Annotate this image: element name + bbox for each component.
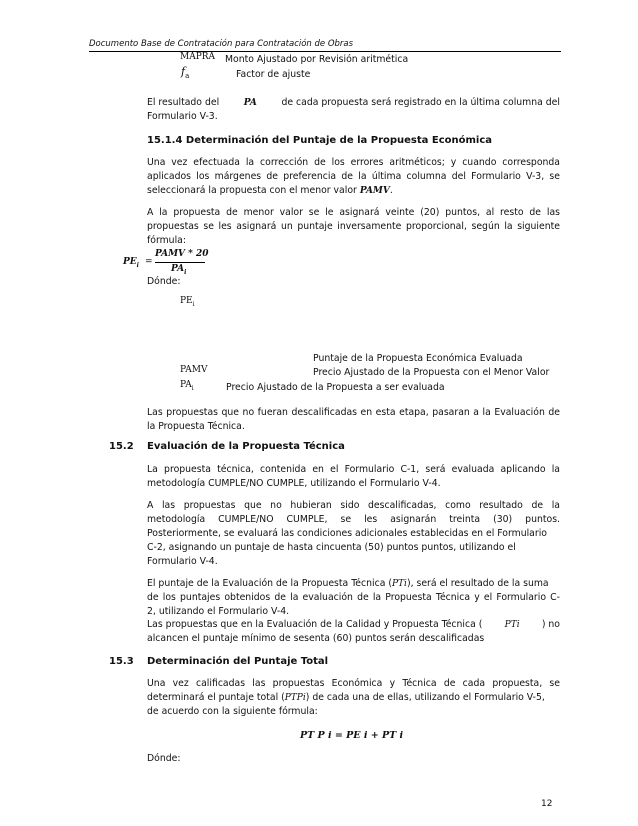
formula-eq: = — [145, 257, 153, 267]
donde-label-1: Dónde: — [147, 276, 181, 287]
para-nodesc-line3: Posteriormente, se evaluará las condiciones adicionales establecidas en el Formulario — [147, 528, 547, 539]
pa-def-symbol-text: PA — [180, 380, 192, 390]
formula-total: PT P i = PE i + PT i — [300, 730, 404, 741]
para-descalificadas-line2: la Propuesta Técnica. — [147, 421, 245, 432]
text-segment: determinará el puntaje total ( — [147, 692, 285, 703]
page-header: Documento Base de Contratación para Contratación de Obras — [89, 39, 354, 49]
fraction-line — [155, 262, 205, 263]
formula-numerator: PAMV * 20 — [155, 249, 209, 259]
pe-def-symbol — [180, 296, 195, 308]
pa-def-symbol — [180, 380, 194, 392]
pa-def-symbol-sub: i — [191, 384, 194, 392]
fa-definition: Factor de ajuste — [236, 69, 311, 80]
para-correccion-line1: Una vez efectuada la corrección de los errores aritméticos; y cuando corresponda — [147, 157, 560, 168]
para-puntos-line3: fórmula: — [147, 235, 186, 246]
pa-definition: Precio Ajustado de la Propuesta a ser evaluada — [226, 382, 445, 393]
header-divider — [89, 51, 561, 52]
text-segment: El resultado del — [147, 97, 220, 108]
pe-def-symbol-sub: i — [192, 300, 195, 308]
para-total-line2 — [147, 691, 560, 705]
mapra-definition: Monto Ajustado por Revisión aritmética — [225, 54, 409, 65]
text-segment: ) de cada una de ellas, utilizando el Formulario V-5, — [305, 692, 545, 703]
para-correccion-line2: aplicados los márgenes de preferencia de la última columna del Formulario V-3, se — [147, 171, 560, 182]
para-nodesc-line5: Formulario V-4. — [147, 556, 218, 567]
para-ptec-line1 — [147, 577, 560, 591]
para-registro-line1 — [147, 96, 560, 110]
section-153-number: 15.3 — [109, 656, 134, 667]
pe-definition: Puntaje de la Propuesta Económica Evaluada — [313, 353, 523, 364]
pamv-definition: Precio Ajustado de la Propuesta con el Menor Valor — [313, 367, 550, 378]
text-segment: de cada propuesta será registrado en la última columna del — [281, 97, 560, 108]
pa-den-sub: i — [184, 268, 187, 276]
pa-den: PA — [171, 264, 185, 274]
para-minimo-line2: alcancen el puntaje mínimo de sesenta (60) puntos serán descalificadas — [147, 633, 485, 644]
page-number: 12 — [541, 799, 553, 809]
pe-def-symbol-text: PE — [180, 296, 193, 306]
para-nodesc-line1: A las propuestas que no hubieran sido descalificadas, como resultado de la — [147, 500, 560, 511]
para-nodesc-line4: C-2, asignando un puntaje de hasta cincuenta (50) puntos puntos, utilizando el — [147, 542, 516, 553]
para-nodesc-line2: metodología CUMPLE/NO CUMPLE, se les asignarán treinta (30) puntos. — [147, 514, 560, 525]
pti-symbol: PTi — [504, 620, 520, 630]
para-ptec-line3: 2, utilizando el Formulario V-4. — [147, 606, 290, 617]
para-tecnica-line2: metodología CUMPLE/NO CUMPLE, utilizando el Formulario V-4. — [147, 478, 441, 489]
pamv-symbol: PAMV — [359, 186, 390, 196]
section-152-number: 15.2 — [109, 441, 134, 452]
fa-symbol: $f_a$ — [181, 65, 190, 81]
para-puntos-line2: propuestas se les asignará un puntaje inversamente proporcional, según la siguiente — [147, 221, 560, 232]
formula-lhs — [123, 257, 139, 269]
mapra-symbol: MAPRA — [180, 52, 216, 62]
pe-lhs-sub: i — [136, 261, 139, 269]
pa-symbol: PA — [243, 98, 257, 108]
text-segment: Las propuestas que en la Evaluación de la Calidad y Propuesta Técnica ( — [147, 619, 483, 630]
section-153-heading: Determinación del Puntaje Total — [147, 656, 329, 667]
para-ptec-line2: de los puntajes obtenidos de la evaluación de la Propuesta Técnica y el Formulario C- — [147, 592, 560, 603]
donde-label-2: Dónde: — [147, 753, 181, 764]
text-segment: El puntaje de la Evaluación de la Propuesta Técnica ( — [147, 578, 392, 589]
ptpi-symbol: PTPi — [284, 693, 306, 703]
para-total-line1: Una vez calificadas las propuestas Económica y Técnica de cada propuesta, se — [147, 678, 560, 689]
period: . — [389, 185, 393, 196]
para-registro-line2: Formulario V-3. — [147, 111, 218, 122]
text-segment: ), será el resultado de la suma — [406, 578, 549, 589]
pti-symbol: PTi — [392, 579, 407, 589]
pamv-def-symbol: PAMV — [180, 365, 208, 375]
pe-lhs: PE — [123, 257, 137, 267]
text-segment: ) no — [541, 619, 560, 630]
para-total-line3: de acuerdo con la siguiente fórmula: — [147, 706, 318, 717]
para-correccion-line3 — [147, 184, 393, 198]
para-tecnica-line1: La propuesta técnica, contenida en el Formulario C-1, será evaluada aplicando la — [147, 464, 560, 475]
text-segment: seleccionará la propuesta con el menor valor — [147, 185, 357, 196]
para-puntos-line1: A la propuesta de menor valor se le asignará veinte (20) puntos, al resto de las — [147, 207, 560, 218]
para-descalificadas-line1: Las propuestas que no fueran descalificadas en esta etapa, pasaran a la Evaluación de — [147, 407, 560, 418]
section-152-heading: Evaluación de la Propuesta Técnica — [147, 441, 345, 452]
section-1514-heading: 15.1.4 Determinación del Puntaje de la Propuesta Económica — [147, 135, 493, 146]
para-minimo-line1 — [147, 618, 560, 632]
